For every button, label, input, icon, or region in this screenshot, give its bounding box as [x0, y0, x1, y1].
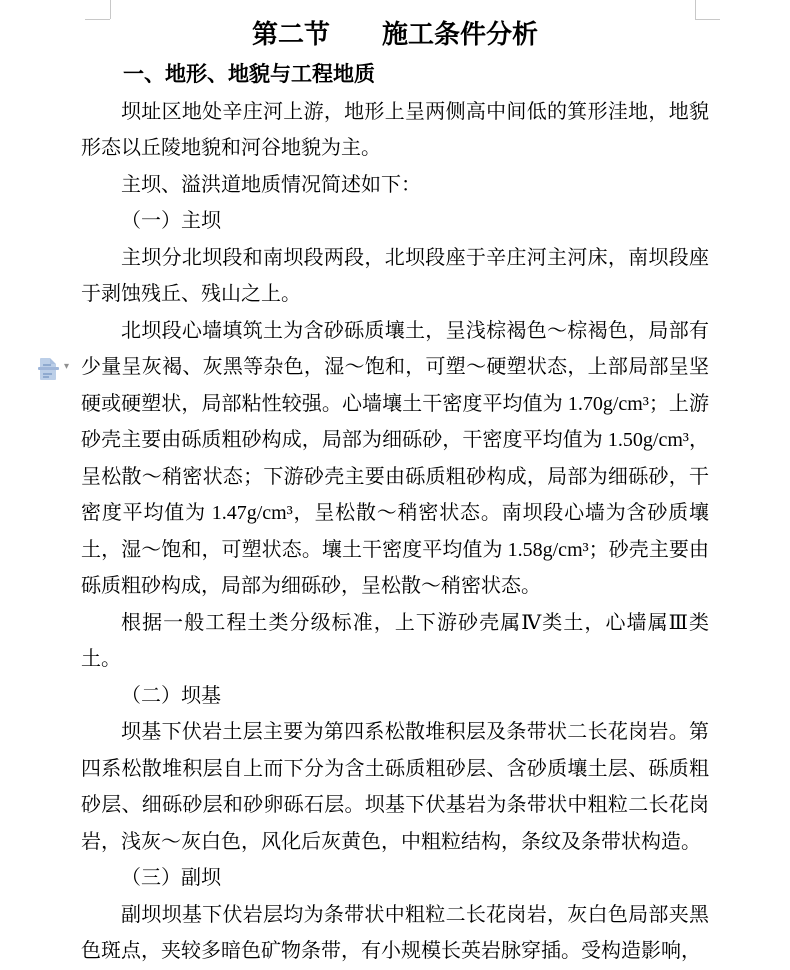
paragraph-main-dam-sections: 主坝分北坝段和南坝段两段，北坝段座于辛庄河主河床，南坝段座于剥蚀残丘、残山之上。	[81, 246, 709, 305]
doc-bar-icon	[38, 367, 59, 370]
paragraph-soil-classification: 根据一般工程土类分级标准，上下游砂壳属Ⅳ类土，心墙属Ⅲ类土。	[81, 611, 709, 670]
paste-options-button[interactable]	[37, 355, 77, 385]
document-body	[81, 57, 709, 970]
subheading-main-dam: （一）主坝	[121, 210, 221, 232]
doc-line-icon	[43, 364, 51, 366]
heading-terrain-geology: 一、地形、地貌与工程地质	[123, 63, 375, 86]
paragraph-geology-intro: 主坝、溢洪道地质情况简述如下：	[121, 173, 421, 196]
subheading-auxiliary-dam: （三）副坝	[121, 867, 221, 889]
subheading-dam-foundation: （二）坝基	[121, 684, 221, 707]
doc-line-icon	[43, 373, 52, 375]
paragraph-foundation-strata: 坝基下伏岩土层主要为第四系松散堆积层及条带状二长花岗岩。第四系松散堆积层自上而下分为含土砾质粗砂层、含砂质壤土层、砾质粗砂层、细砾砂层和砂卵砾石层。坝基下伏基岩为条带状中粗粒二长花岗岩，浅灰～灰白色，风化后灰黄色，中粗粒结构，条纹及条带状构造。	[81, 721, 709, 853]
paste-options-icon[interactable]	[40, 358, 56, 380]
paragraph-auxiliary-dam-rock: 副坝坝基下伏岩层均为条带状中粗粒二长花岗岩，灰白色局部夹黑色斑点，夹较多暗色矿物条带，有小规模长英岩脉穿插。受构造影响，	[81, 903, 709, 962]
section-title: 第二节 施工条件分析	[251, 19, 538, 49]
paragraph-north-dam-materials: 北坝段心墙填筑土为含砂砾质壤土，呈浅棕褐色～棕褐色，局部有少量呈灰褐、灰黑等杂色，湿～饱和，可塑～硬塑状态，上部局部呈坚硬或硬塑状，局部粘性较强。心墙壤土干密度平均值为 1.70g/cm³；上游砂壳主要由砾质粗砂构成，局部为细砾砂，干密度平均值为 1.50g/cm³，呈松散～稍密状态；下游砂壳主要由砾质粗砂构成，局部为细砾砂，干密度平均值为 1.47g/cm³，呈松散～稍密状态。南坝段心墙为含砂质壤土，湿～饱和，可塑状态。壤土干密度平均值为 1.58g/cm³；砂壳主要由砾质粗砂构成，局部为细砾砂，呈松散～稍密状态。	[81, 319, 709, 597]
paragraph-damsite-overview: 坝址区地处辛庄河上游，地形上呈两侧高中间低的箕形洼地，地貌形态以丘陵地貌和河谷地貌为主。	[81, 100, 709, 159]
chevron-down-icon[interactable]: ▾	[64, 361, 70, 372]
doc-line-icon	[43, 376, 49, 378]
